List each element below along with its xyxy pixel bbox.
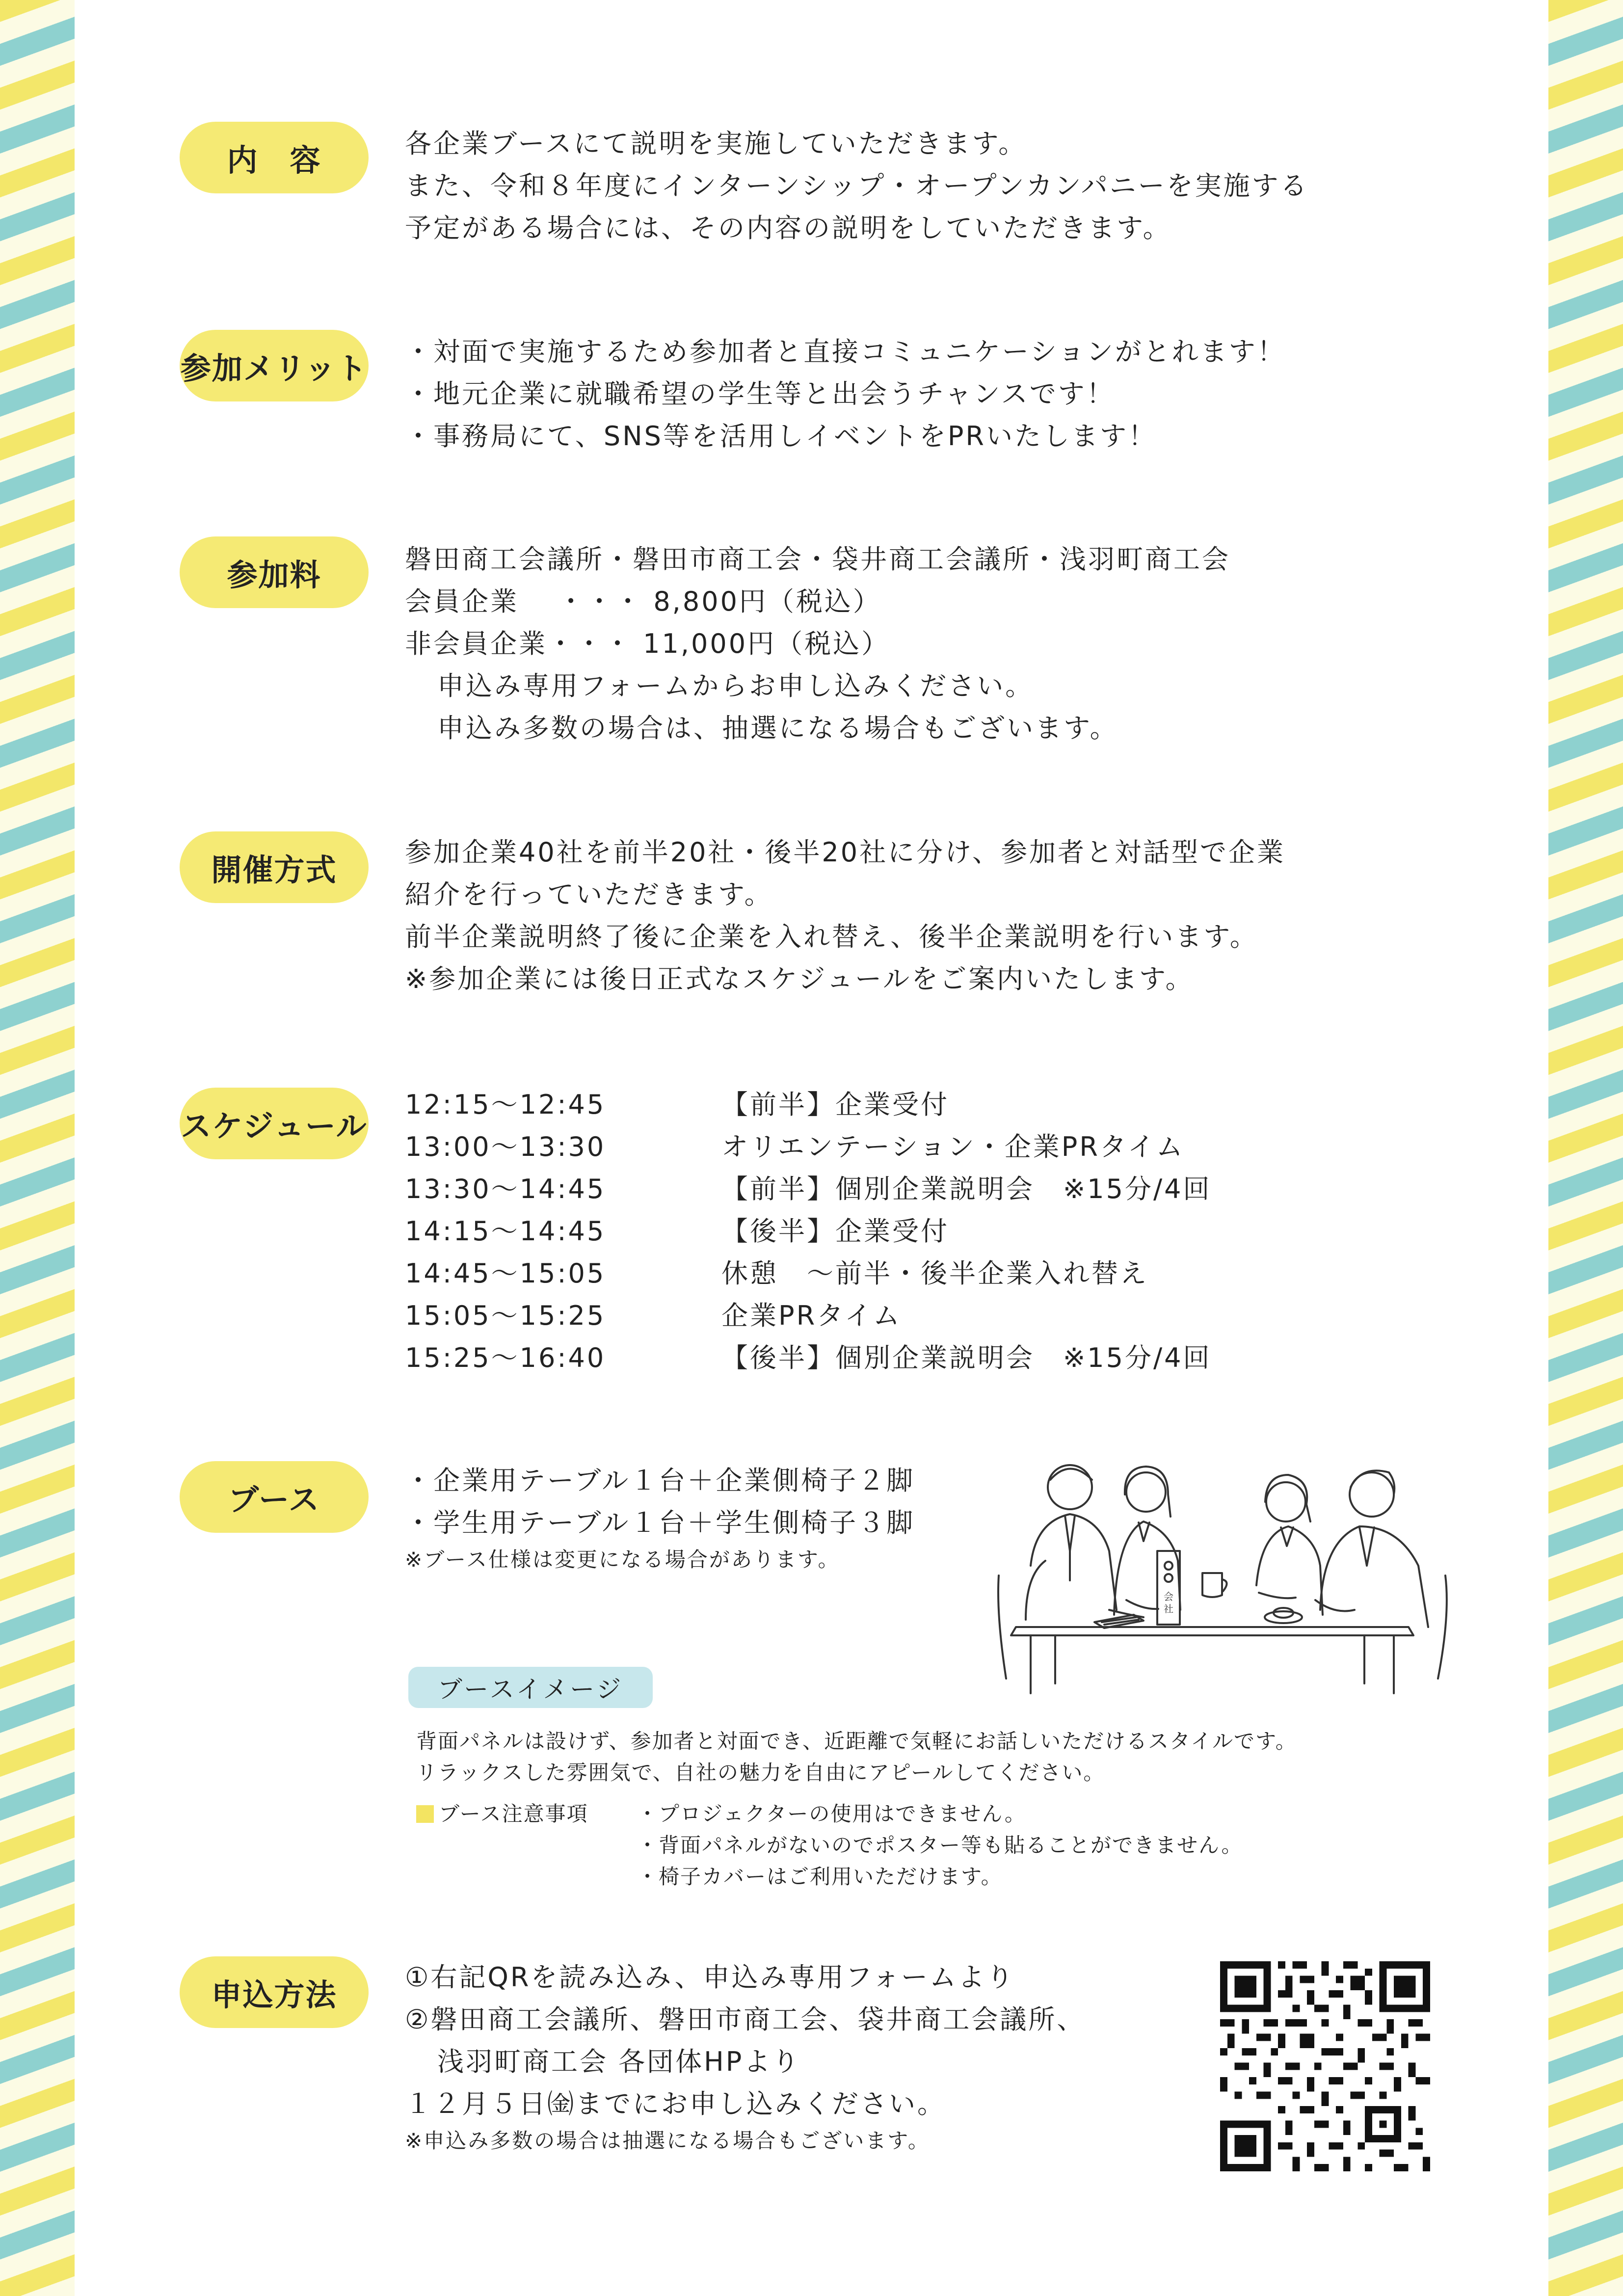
booth-label: ブース xyxy=(180,1461,369,1533)
booth-note: ※ブース仕様は変更になる場合があります。 xyxy=(405,1548,840,1572)
merit-line: ・対面で実施するため参加者と直接コミュニケーションがとれます！ xyxy=(405,336,1286,367)
content-label: 内 容 xyxy=(180,122,369,193)
content-line: また、令和８年度にインターンシップ・オープンカンパニーを実施する xyxy=(405,170,1309,201)
booth-notes-title-text: ブース注意事項 xyxy=(439,1802,588,1826)
content-text xyxy=(405,123,1309,249)
schedule-time: 12:15～12:45 xyxy=(405,1089,606,1120)
schedule-desc: 休憩 ～前半・後半企業入れ替え xyxy=(721,1258,1148,1289)
booth-line: ・企業用テーブル１台＋企業側椅子２脚 xyxy=(405,1465,915,1496)
booth-text xyxy=(405,1465,915,1575)
booth-illustration xyxy=(996,1453,1460,1696)
name-stand-label: 社 xyxy=(1164,1603,1173,1615)
booth-image-tag: ブースイメージ xyxy=(408,1667,653,1708)
format-line: 紹介を行っていただきます。 xyxy=(405,879,773,910)
schedule-time: 14:45～15:05 xyxy=(405,1258,606,1289)
apply-text xyxy=(405,1956,1085,2157)
schedule-desc: 【後半】企業受付 xyxy=(721,1216,949,1247)
fee-note: 申込み多数の場合は、抽選になる場合もございます。 xyxy=(437,713,1118,744)
schedule-row xyxy=(405,1168,1212,1210)
square-bullet-icon xyxy=(416,1805,434,1823)
merit-label: 参加メリット xyxy=(180,330,369,401)
schedule-desc: 【前半】企業受付 xyxy=(721,1089,949,1120)
booth-notes-list xyxy=(637,1798,1243,1893)
schedule-table xyxy=(405,1084,1212,1379)
merit-text xyxy=(405,331,1286,457)
booth-note-item: ・椅子カバーはご利用いただけます。 xyxy=(637,1865,1003,1889)
schedule-desc: オリエンテーション・企業PRタイム xyxy=(721,1131,1185,1162)
apply-line: ①右記QRを読み込み、申込み専用フォームより xyxy=(405,1962,1015,1993)
schedule-desc: 【後半】個別企業説明会 ※15分/4回 xyxy=(721,1342,1212,1373)
fee-line: 非会員企業・・・ 11,000円（税込） xyxy=(405,628,890,659)
schedule-time: 14:15～14:45 xyxy=(405,1216,606,1247)
content-line: 予定がある場合には、その内容の説明をしていただきます。 xyxy=(405,213,1171,243)
schedule-time: 15:25～16:40 xyxy=(405,1342,606,1373)
format-line: 前半企業説明終了後に企業を入れ替え、後半企業説明を行います。 xyxy=(405,921,1258,952)
fee-text xyxy=(405,538,1230,749)
booth-line: ・学生用テーブル１台＋学生側椅子３脚 xyxy=(405,1507,915,1538)
booth-description-line: リラックスした雰囲気で、自社の魅力を自由にアピールしてください。 xyxy=(416,1761,1105,1785)
format-label: 開催方式 xyxy=(180,831,369,903)
qr-code-icon[interactable] xyxy=(1220,1961,1430,2171)
fee-label: 参加料 xyxy=(180,536,369,608)
name-stand-label: 会 xyxy=(1164,1591,1173,1602)
fee-note: 申込み専用フォームからお申し込みください。 xyxy=(437,670,1034,701)
booth-description-line: 背面パネルは設けず、参加者と対面でき、近距離で気軽にお話しいただけるスタイルです。 xyxy=(416,1729,1297,1753)
schedule-label: スケジュール xyxy=(180,1088,369,1159)
schedule-time: 13:30～14:45 xyxy=(405,1174,606,1204)
apply-line: 浅羽町商工会 各団体HPより xyxy=(437,2046,801,2077)
merit-line: ・事務局にて、SNS等を活用しイベントをPRいたします！ xyxy=(405,421,1157,452)
fee-line: 会員企業 ・・・ 8,800円（税込） xyxy=(405,586,881,617)
apply-line: ②磐田商工会議所、磐田市商工会、袋井商工会議所、 xyxy=(405,2004,1086,2035)
right-stripe-border xyxy=(1548,0,1623,2296)
schedule-row xyxy=(405,1210,1212,1253)
schedule-time: 15:05～15:25 xyxy=(405,1300,606,1331)
apply-deadline: １２月５日㈮までにお申し込みください。 xyxy=(405,2088,946,2119)
format-line: ※参加企業には後日正式なスケジュールをご案内いたします。 xyxy=(405,963,1194,994)
schedule-row xyxy=(405,1295,1212,1337)
left-stripe-border xyxy=(0,0,75,2296)
booth-note-item: ・背面パネルがないのでポスター等も貼ることができません。 xyxy=(637,1833,1243,1857)
merit-line: ・地元企業に就職希望の学生等と出会うチャンスです！ xyxy=(405,378,1115,409)
schedule-row xyxy=(405,1126,1212,1168)
format-text xyxy=(405,831,1285,1000)
booth-notes-title xyxy=(416,1798,588,1830)
fee-line: 磐田商工会議所・磐田市商工会・袋井商工会議所・浅羽町商工会 xyxy=(405,544,1230,575)
booth-note-item: ・プロジェクターの使用はできません。 xyxy=(637,1802,1026,1826)
schedule-desc: 企業PRタイム xyxy=(721,1300,902,1331)
schedule-row xyxy=(405,1337,1212,1379)
schedule-desc: 【前半】個別企業説明会 ※15分/4回 xyxy=(721,1174,1212,1204)
content-line: 各企業ブースにて説明を実施していただきます。 xyxy=(405,128,1027,159)
schedule-time: 13:00～13:30 xyxy=(405,1131,606,1162)
apply-note: ※申込み多数の場合は抽選になる場合もございます。 xyxy=(405,2129,930,2153)
booth-description xyxy=(416,1726,1297,1789)
format-line: 参加企業40社を前半20社・後半20社に分け、参加者と対話型で企業 xyxy=(405,837,1285,868)
apply-label: 申込方法 xyxy=(180,1956,369,2028)
schedule-row xyxy=(405,1084,1212,1126)
schedule-row xyxy=(405,1253,1212,1295)
